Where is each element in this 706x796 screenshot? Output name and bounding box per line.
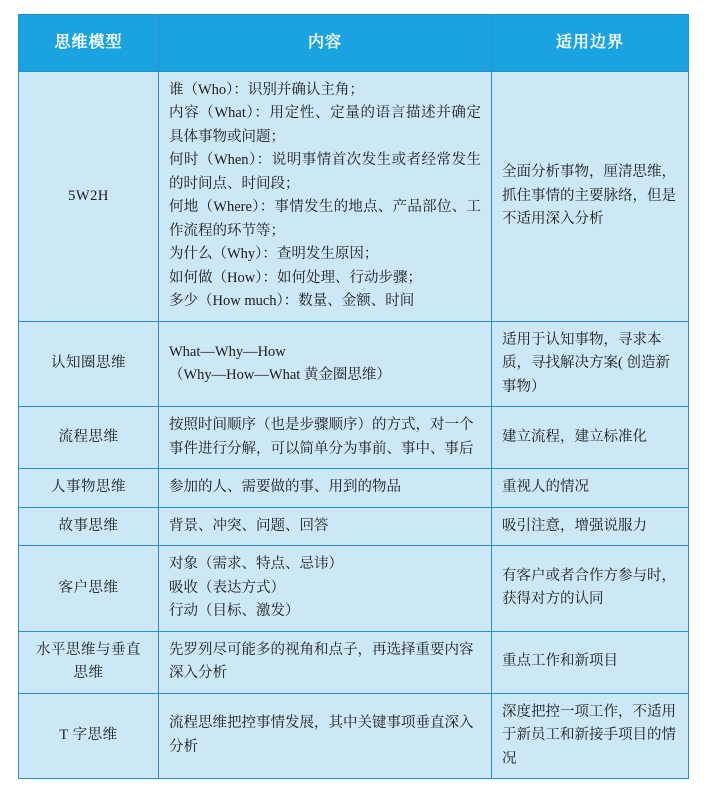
table-body	[19, 72, 689, 779]
content-line: 内容（What）：用定性、定量的语言描述并确定具体事物或问题；	[169, 105, 481, 145]
cell-content: 先罗列尽可能多的视角和点子，再选择重要内容深入分析	[159, 631, 492, 693]
cell-model: 水平思维与垂直思维	[19, 631, 159, 693]
cell-model: 故事思维	[19, 507, 159, 545]
cell-scope: 有客户或者合作方参与时，获得对方的认同	[492, 546, 689, 631]
content-line: 谁（Who）：识别并确认主角；	[169, 82, 364, 98]
cell-scope: 吸引注意，增强说服力	[492, 507, 689, 545]
content-line: 对象（需求、特点、忌讳）	[169, 556, 343, 573]
cell-scope: 全面分析事物，厘清思维，抓住事情的主要脉络，但是不适用深入分析	[492, 72, 689, 322]
cell-content: 流程思维把控事情发展，其中关键事项垂直深入分析	[159, 693, 492, 778]
table-row	[19, 693, 689, 778]
cell-content: 参加的人、需要做的事、用到的物品	[159, 469, 492, 507]
table-row	[19, 469, 689, 507]
table-row	[19, 321, 689, 406]
cell-content	[159, 72, 492, 322]
content-line: 多少（How much）：数量、金额、时间	[169, 293, 415, 310]
cell-content: 按照时间顺序（也是步骤顺序）的方式，对一个事件进行分解，可以简单分为事前、事中、事后	[159, 407, 492, 469]
cell-content: 背景、冲突、问题、回答	[159, 507, 492, 545]
table-row	[19, 507, 689, 545]
content-line: What—Why—How	[169, 343, 286, 360]
cell-model: 认知圈思维	[19, 321, 159, 406]
content-line: 为什么（Why）：查明发生原因；	[169, 246, 379, 263]
cell-scope: 适用于认知事物，寻求本质，寻找解决方案( 创造新事物）	[492, 321, 689, 406]
table-header-row	[19, 15, 689, 72]
table-row	[19, 72, 689, 322]
table-row	[19, 631, 689, 693]
cell-scope: 重视人的情况	[492, 469, 689, 507]
cell-scope: 建立流程，建立标准化	[492, 407, 689, 469]
content-line: 如何做（How）：如何处理、行动步骤；	[169, 269, 422, 286]
content-line: 行动（目标、激发）	[169, 603, 300, 620]
cell-scope: 重点工作和新项目	[492, 631, 689, 693]
cell-model: 流程思维	[19, 407, 159, 469]
cell-content	[159, 321, 492, 406]
content-line: （Why—How—What 黄金圈思维）	[169, 367, 391, 384]
column-header-content: 内容	[159, 15, 492, 72]
content-line: 何地（Where）：事情发生的地点、产品部位、工作流程的环节等；	[169, 199, 481, 239]
cell-model: 人事物思维	[19, 469, 159, 507]
content-line: 吸收（表达方式）	[169, 579, 285, 596]
column-header-model: 思维模型	[19, 15, 159, 72]
cell-model: T 字思维	[19, 693, 159, 778]
cell-scope: 深度把控一项工作，不适用于新员工和新接手项目的情况	[492, 693, 689, 778]
cell-content	[159, 546, 492, 631]
cell-model: 5W2H	[19, 72, 159, 322]
table-header	[19, 15, 689, 72]
cell-model: 客户思维	[19, 546, 159, 631]
column-header-scope: 适用边界	[492, 15, 689, 72]
table-row	[19, 407, 689, 469]
table-row	[19, 546, 689, 631]
thinking-models-table	[18, 14, 689, 779]
content-line: 何时（When）：说明事情首次发生或者经常发生的时间点、时间段；	[169, 152, 481, 192]
